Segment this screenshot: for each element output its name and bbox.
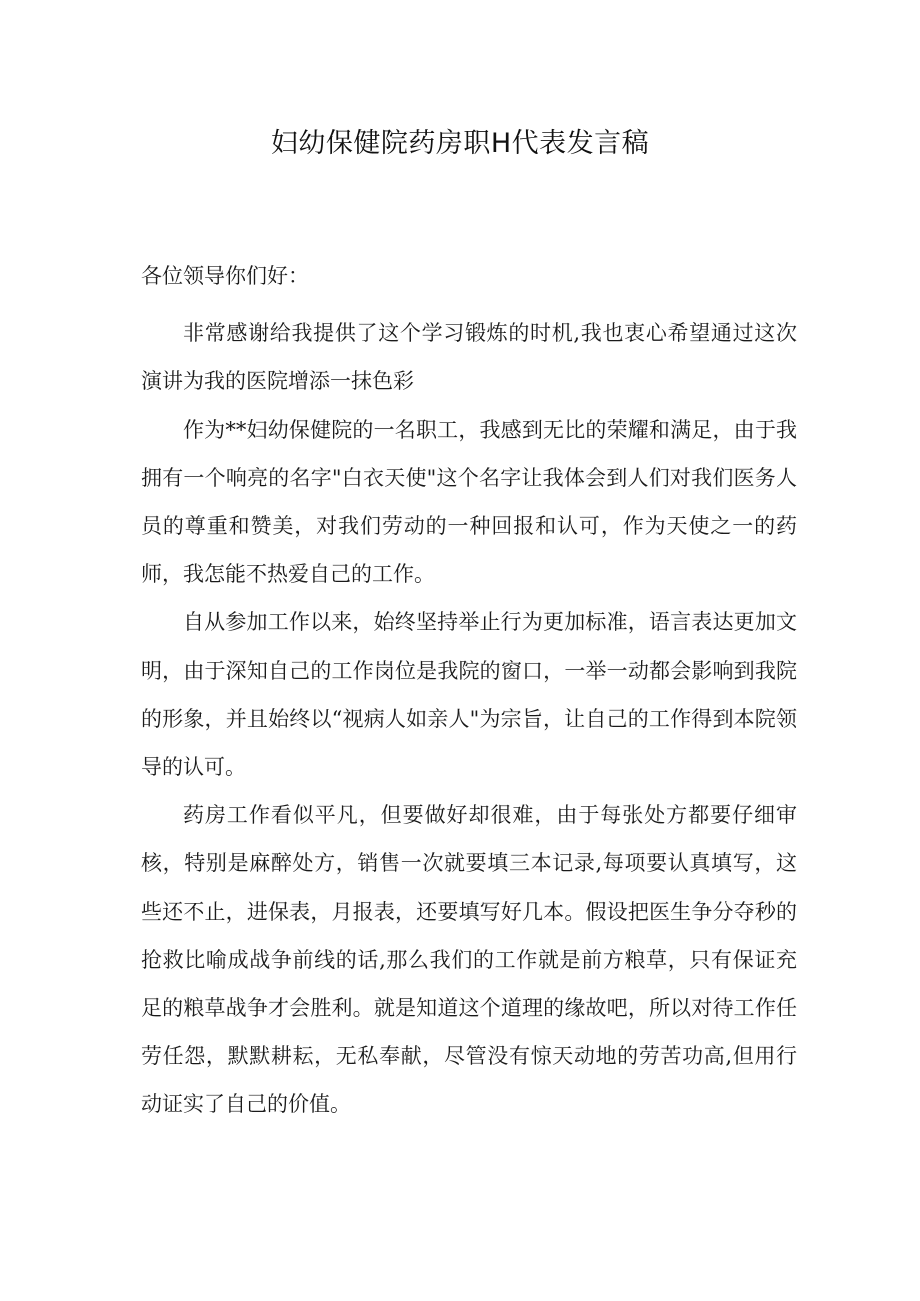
paragraph-1: 非常感谢给我提供了这个学习锻炼的时机,我也衷心希望通过这次演讲为我的医院增添一抹色彩 [141, 321, 797, 394]
paragraph-4: 药房工作看似平凡，但要做好却很难，由于每张处方都要仔细审核，特别是麻醉处方，销售一次就要填三本记录,每项要认真填写，这些还不止，进保表，月报表，还要填写好几本。假设把医生争分夺秒的抢救比喻成战争前线的话,那么我们的工作就是前方粮草，只有保证充足的粮草战争才会胜利。就是知道这个道理的缘故吧，所以对待工作任劳任怨，默默耕耘，无私奉献，尽管没有惊天动地的劳苦功高,但用行动证实了自己的价值。 [141, 803, 797, 1117]
paragraph-3: 自从参加工作以来，始终坚持举止行为更加标准，语言表达更加文明，由于深知自己的工作岗位是我院的窗口，一举一动都会影响到我院的形象，并且始终以“视病人如亲人"为宗旨，让自己的工作得到本院领导的认可。 [141, 610, 797, 780]
document-body [141, 252, 797, 1129]
document-title: 妇幼保健院药房职H代表发言稿 [270, 128, 650, 159]
paragraph-2: 作为**妇幼保健院的一名职工，我感到无比的荣耀和满足，由于我拥有一个响亮的名字"白衣天使"这个名字让我体会到人们对我们医务人员的尊重和赞美，对我们劳动的一种回报和认可，作为天使之一的药师，我怎能不热爱自己的工作。 [141, 417, 797, 587]
greeting-line: 各位领导你们好： [141, 264, 309, 288]
